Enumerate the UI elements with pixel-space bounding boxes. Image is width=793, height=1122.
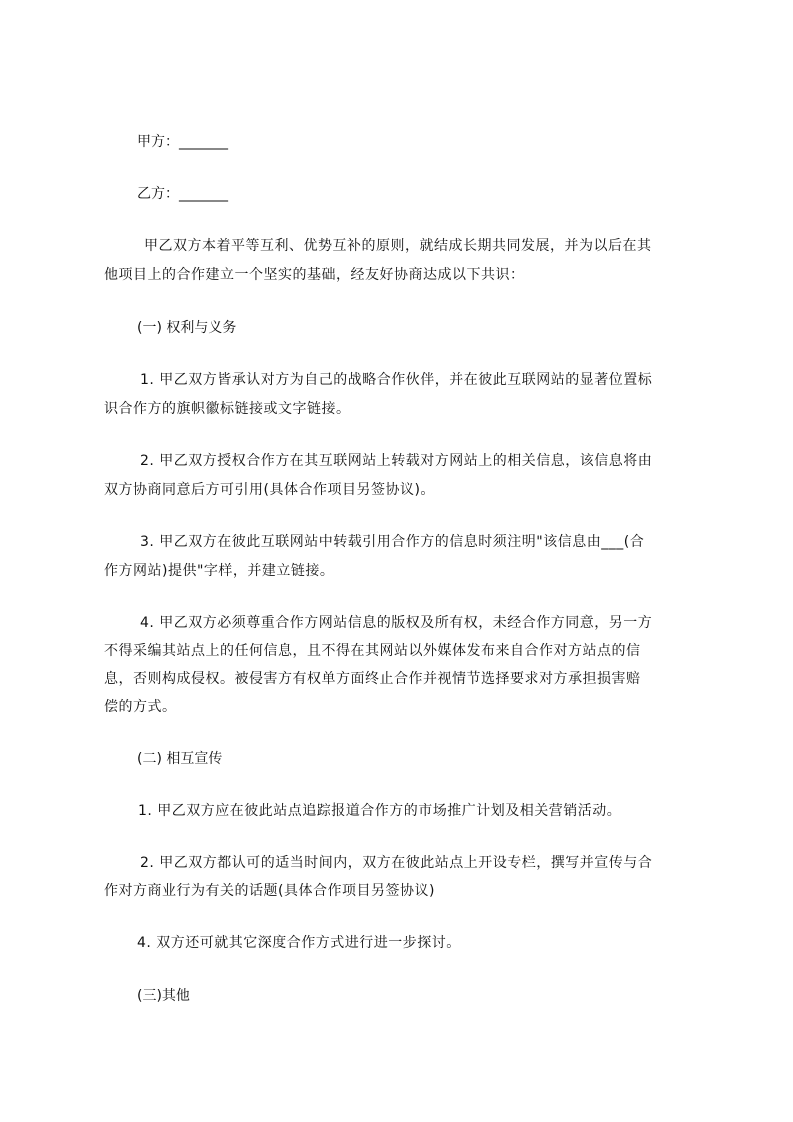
- s1-item2-line-1: 2. 甲乙双方授权合作方在其互联网站上转载对方网站上的相关信息，该信息将由: [140, 453, 653, 469]
- party-b-line: 乙方：_______: [137, 186, 228, 202]
- intro-line-2: 他项目上的合作建立一个坚实的基础，经友好协商达成以下共识：: [104, 267, 525, 283]
- s1-item4-line-4: 偿的方式。: [104, 699, 177, 715]
- s2-item2-line-1: 2. 甲乙双方都认可的适当时间内，双方在彼此站点上开设专栏，撰写并宣传与合: [140, 855, 653, 871]
- s1-item4-line-3: 息，否则构成侵权。被侵害方有权单方面终止合作并视情节选择要求对方承担损害赔: [104, 671, 641, 687]
- section1-heading: (一) 权利与义务: [137, 320, 237, 336]
- section3-heading: (三)其他: [137, 988, 190, 1004]
- s2-item3-line-1: 4. 双方还可就其它深度合作方式进行进一步探讨。: [137, 935, 461, 951]
- section2-heading: (二) 相互宣传: [137, 751, 223, 767]
- intro-line-1: 甲乙双方本着平等互利、优势互补的原则，就结成长期共同发展，并为以后在其: [144, 238, 652, 254]
- s1-item4-line-1: 4. 甲乙双方必须尊重合作方网站信息的版权及所有权，未经合作方同意，另一方: [140, 615, 653, 631]
- s1-item1-line-2: 识合作方的旗帜徽标链接或文字链接。: [104, 401, 351, 417]
- s1-item3-line-2: 作方网站)提供"字样，并建立链接。: [104, 563, 335, 579]
- s2-item1-line-1: 1. 甲乙双方应在彼此站点追踪报道合作方的市场推广计划及相关营销活动。: [138, 803, 622, 819]
- party-a-line: 甲方：_______: [137, 134, 228, 150]
- s2-item2-line-2: 作对方商业行为有关的话题(具体合作项目另签协议): [104, 883, 435, 899]
- s1-item2-line-2: 双方协商同意后方可引用(具体合作项目另签协议)。: [104, 482, 435, 498]
- s1-item1-line-1: 1. 甲乙双方皆承认对方为自己的战略合作伙伴，并在彼此互联网站的显著位置标: [140, 372, 653, 388]
- s1-item4-line-2: 不得采编其站点上的任何信息，且不得在其网站以外媒体发布来自合作对方站点的信: [104, 643, 641, 659]
- s1-item3-line-1: 3. 甲乙双方在彼此互联网站中转载引用合作方的信息时须注明"该信息由___(合: [140, 534, 645, 550]
